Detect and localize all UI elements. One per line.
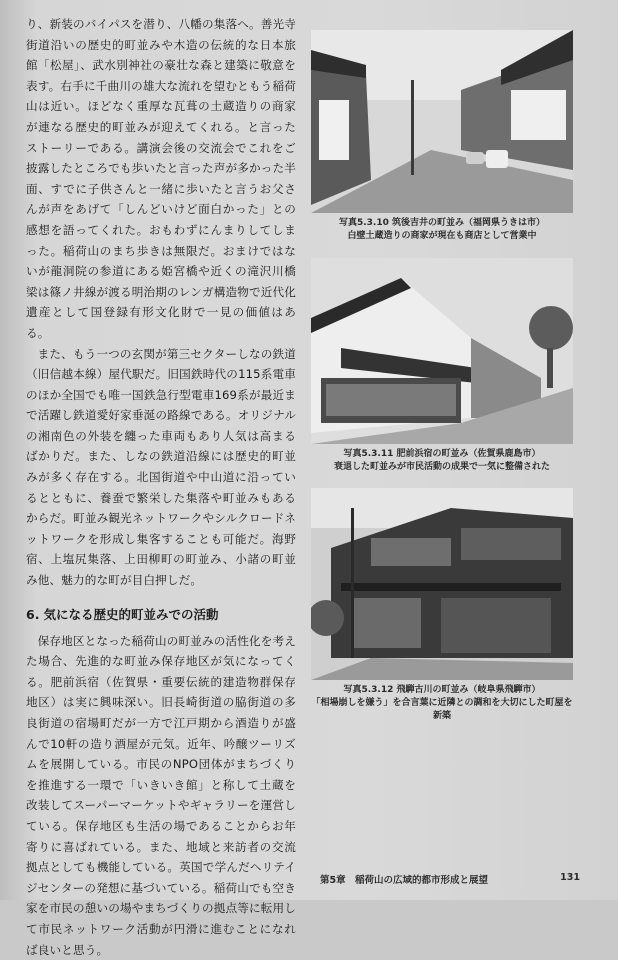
photo-hida-furukawa xyxy=(311,488,573,680)
figure-label: 写真5.3.11 xyxy=(343,449,394,459)
section-title: 気になる歴史的町並みでの活動 xyxy=(43,606,219,622)
paragraph-text: 保存地区となった稲荷山の町並みの活性化を考えた場合、先進的な町並み保存地区が気になってくる。肥前浜宿（佐賀県・重要伝統的建造物群保存地区）は実に興味深い。旧長崎街道の脇街道の多良街道の宿場町だが一方で江戸期から酒造りが盛んで10軒の造り酒屋が元気。近年、吟醸ツーリズムを展開している。市民のNPO団体がまちづくりを推進する一環で「いきいき館」と称して土蔵を改装してスーパーマーケットやギャラリーを運営している。保存地区も生活の場であることからお年寄りに喜ばれている。また、地域と来訪者の交流拠点としても機能している。英国で学んだヘリテイジセンターの発想に基づいている。稲荷山でも空き家を市民の憩いの場やまちづくりの拠点等に転用して市民ネットワーク活動が円滑に進むことになれば良いと思う。 xyxy=(26,633,296,957)
figure-2 xyxy=(311,258,573,474)
figure-subtitle: 白壁土蔵造りの商家が現在も商店として営業中 xyxy=(347,231,537,241)
paragraph-3 xyxy=(26,631,296,960)
figure-3 xyxy=(311,488,573,723)
chapter-number: 第5章 xyxy=(320,875,346,886)
paragraph-1 xyxy=(26,14,296,344)
figure-caption xyxy=(311,217,573,243)
figure-label: 写真5.3.10 xyxy=(338,218,389,228)
paragraph-text: また、もう一つの玄関が第三セクターしなの鉄道（旧信越本線）屋代駅だ。旧国鉄時代の115系電車のほか全国でも唯一国鉄急行型電車169系が最近まで活躍し鉄道愛好家垂涎の路線である。オリジナルの湘南色の外装を纏った車両もあり人気は高まるばかりだ。また、しなの鉄道沿線には歴史的町並みが多く存在する。北国街道や中山道に沿っているとともに、養蚕で繁栄した集落や町並みもあるからだ。町並み観光ネットワークやシルクロードネットワークを形成し集客することも可能だ。海野宿、上塩尻集落、上田柳町の町並み、小諸の町並み他、魅力的な町が目白押しだ。 xyxy=(26,346,296,588)
figure-1 xyxy=(311,30,573,243)
page-number: 131 xyxy=(560,872,580,883)
section-heading xyxy=(26,605,296,625)
figure-caption xyxy=(311,684,573,723)
figure-label: 写真5.3.12 xyxy=(343,685,394,695)
figure-subtitle: 衰退した町並みが市民活動の成果で一気に整備された xyxy=(333,462,550,472)
figure-title: 肥前浜宿の町並み（佐賀県鹿島市） xyxy=(396,449,541,459)
figure-title: 筑後吉井の町並み（福岡県うきは市） xyxy=(392,218,546,228)
text-column xyxy=(26,14,296,960)
photo-hizen-hamashuku xyxy=(311,258,573,444)
section-number: 6. xyxy=(26,606,40,622)
figure-subtitle: 「相場崩しを嫌う」を合言葉に近隣との調和を大切にした町屋を新築 xyxy=(311,698,573,721)
chapter-title: 稲荷山の広域的都市形成と展望 xyxy=(354,875,488,886)
paragraph-2 xyxy=(26,344,296,591)
figure-caption xyxy=(311,448,573,474)
photo-chikugo-yoshii xyxy=(311,30,573,213)
figure-title: 飛騨古川の町並み（岐阜県飛騨市） xyxy=(396,685,541,695)
page-footer xyxy=(320,872,580,886)
paragraph-text: り、新装のバイパスを潜り、八幡の集落へ。善光寺街道沿いの歴史的町並みや木造の伝統的な日本旅館「松屋」、武水別神社の豪壮な森と建築に敬意を表す。右手に千曲川の雄大な流れを望むともう稲荷山は近い。ほどなく重厚な瓦葺の土蔵造りの商家が連なる歴史的町並みが迎えてくれる。と言ったストーリーである。講演会後の交流会でこれをご披露したところでも歩いたと言った声が多かった半面、すでに子供さんと一緒に歩いたと言うお父さんが声をあげて「しんどいけど面白かった」との感想を語ってくれた。おもわずにんまりしてしまった。稲荷山のまち歩きは無限だ。おまけではないが龍洞院の参道にある姫宮橋や近くの滝沢川橋梁は篠ノ井線が渡る明治期のレンガ構造物で近代化遺産として国登録有形文化財で一見の価値はある。 xyxy=(26,17,296,340)
